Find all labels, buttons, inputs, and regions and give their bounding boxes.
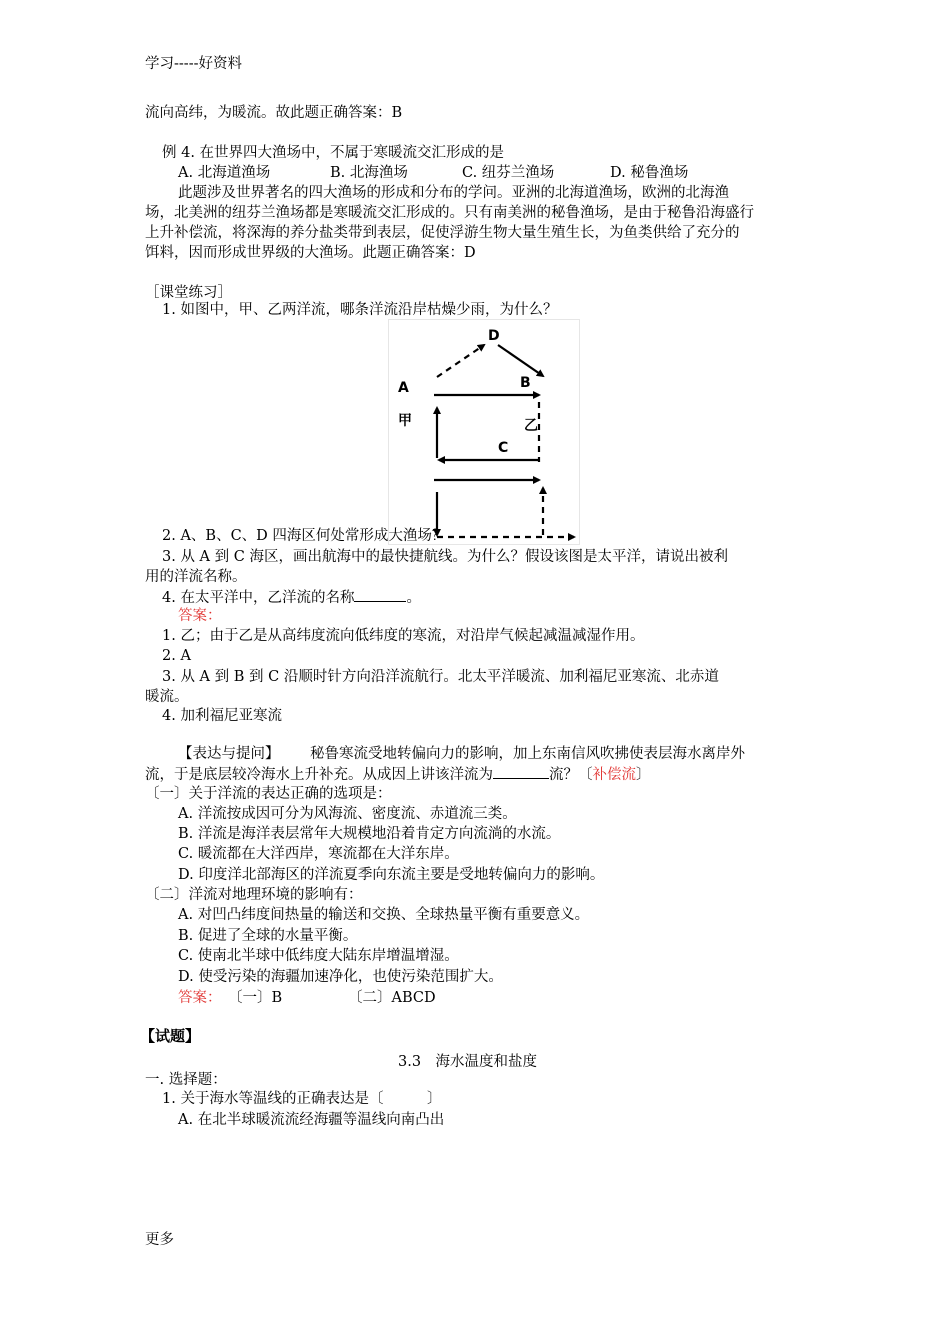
answer-3-cont: 暖流。	[145, 689, 189, 705]
question-4-text: 4. 在太平洋中，乙洋流的名称	[162, 590, 355, 606]
answer-label: 答案：	[178, 990, 222, 1006]
example-4-option-a: A. 北海道渔场	[178, 165, 271, 181]
answer-2: 2. A	[162, 648, 191, 664]
arrow-solid-down-right	[498, 345, 543, 376]
diagram-label-d: D	[488, 328, 500, 344]
example-4-option-d: D. 秘鲁渔场	[610, 165, 689, 181]
example-4-option-c: C. 纽芬兰渔场	[462, 165, 555, 181]
section-2-title: 〔二〕洋流对地理环境的影响有：	[145, 887, 363, 903]
question-3: 3. 从 A 到 C 海区，画出航海中的最快捷航线。为什么？假设该图是太平洋，请说出被利	[162, 549, 728, 565]
section-2-option-a: A. 对凹凸纬度间热量的输送和交换、全球热量平衡有重要意义。	[178, 907, 590, 923]
diagram-label-c: C	[498, 440, 509, 456]
answer-blank	[354, 587, 406, 602]
diagram-label-yi: 乙	[524, 418, 538, 434]
example-4-option-b: B. 北海渔场	[330, 165, 408, 181]
answer-label: 答案：	[178, 608, 222, 624]
ocean-current-diagram	[388, 319, 580, 545]
example-4-title: 例 4. 在世界四大渔场中，不属于寒暖流交汇形成的是	[162, 145, 505, 161]
answer-blank	[493, 764, 549, 779]
section-1-option-d: D. 印度洋北部海区的洋流夏季向东流主要是受地转偏向力的影响。	[178, 867, 605, 883]
diagram-arrows	[389, 320, 579, 544]
section-1-option-a: A. 洋流按成因可分为风海流、密度流、赤道流三类。	[178, 806, 517, 822]
express-text: 流，于是底层较冷海水上升补充。从成因上讲该洋流为	[145, 767, 493, 783]
question-1: 1. 如图中，甲、乙两洋流，哪条洋流沿岸枯燥少雨，为什么？	[162, 302, 558, 318]
express-body: 秘鲁寒流受地转偏向力的影响，加上东南信风吹拂使表层海水离岸外	[310, 746, 745, 762]
example-4-explanation: 此题涉及世界著名的四大渔场的形成和分布的学问。亚洲的北海道渔场，欧洲的北海渔	[178, 185, 729, 201]
answer-4: 4. 加利福尼亚寒流	[162, 708, 282, 724]
answer-1: 1. 乙；由于乙是从高纬度流向低纬度的寒流，对沿岸气候起减温减湿作用。	[162, 628, 645, 644]
diagram-label-b: B	[520, 375, 531, 391]
express-body-cont	[145, 764, 651, 785]
express-answer: 补偿流	[592, 767, 636, 783]
diagram-label-a: A	[398, 380, 409, 396]
test-question-1: 1. 关于海水等温线的正确表达是〔 〕	[162, 1091, 442, 1107]
text-line: 流向高纬，为暖流。故此题正确答案：B	[145, 105, 403, 121]
example-4-explanation: 上升补偿流，将深海的养分盐类带到表层，促使浮游生物大量生殖生长，为鱼类供给了充分的	[145, 225, 740, 241]
example-4-explanation: 场，北美洲的纽芬兰渔场都是寒暖流交汇形成的。只有南美洲的秘鲁渔场，是由于秘鲁沿海盛行	[145, 205, 754, 221]
example-4-explanation: 饵料，因而形成世界级的大渔场。此题正确答案：D	[145, 245, 476, 261]
arrow-dashed-up-left	[437, 345, 484, 377]
express-heading: 【表达与提问】	[178, 746, 280, 762]
question-2: 2. A、B、C、D 四海区何处常形成大渔场？	[162, 528, 447, 544]
section-1-title: 〔一〕关于洋流的表达正确的选项是：	[145, 786, 392, 802]
test-heading: 【试题】	[140, 1027, 201, 1045]
section-1-option-c: C. 暖流都在大洋西岸，寒流都在大洋东岸。	[178, 846, 459, 862]
page-header: 学习-----好资料	[145, 56, 242, 72]
answer-3: 3. 从 A 到 B 到 C 沿顺时针方向沿洋流航行。北太平洋暖流、加利福尼亚寒流、北赤道	[162, 669, 719, 685]
question-4-end: 。	[406, 590, 421, 606]
section-2-option-d: D. 使受污染的海疆加速净化，也使污染范围扩大。	[178, 969, 503, 985]
test-question-1-option-a: A. 在北半球暖流流经海疆等温线向南凸出	[178, 1112, 445, 1128]
practice-title: ［课堂练习］	[145, 285, 232, 301]
answer-section-1: 〔一〕B	[228, 990, 283, 1006]
question-4	[162, 587, 421, 608]
question-3-cont: 用的洋流名称。	[145, 569, 247, 585]
express-text-end: 〕	[636, 767, 651, 783]
diagram-label-jia: 甲	[398, 413, 412, 429]
choice-title: 一. 选择题：	[145, 1072, 227, 1088]
section-1-option-b: B. 洋流是海洋表层常年大规模地沿着肯定方向流淌的水流。	[178, 826, 561, 842]
express-text-mid: 流？〔	[549, 767, 593, 783]
section-title: 3.3 海水温度和盐度	[398, 1054, 538, 1070]
answer-section-2: 〔二〕ABCD	[348, 990, 436, 1006]
section-2-option-b: B. 促进了全球的水量平衡。	[178, 928, 358, 944]
page-footer: 更多	[145, 1232, 174, 1248]
section-2-option-c: C. 使南北半球中低纬度大陆东岸增温增湿。	[178, 948, 459, 964]
